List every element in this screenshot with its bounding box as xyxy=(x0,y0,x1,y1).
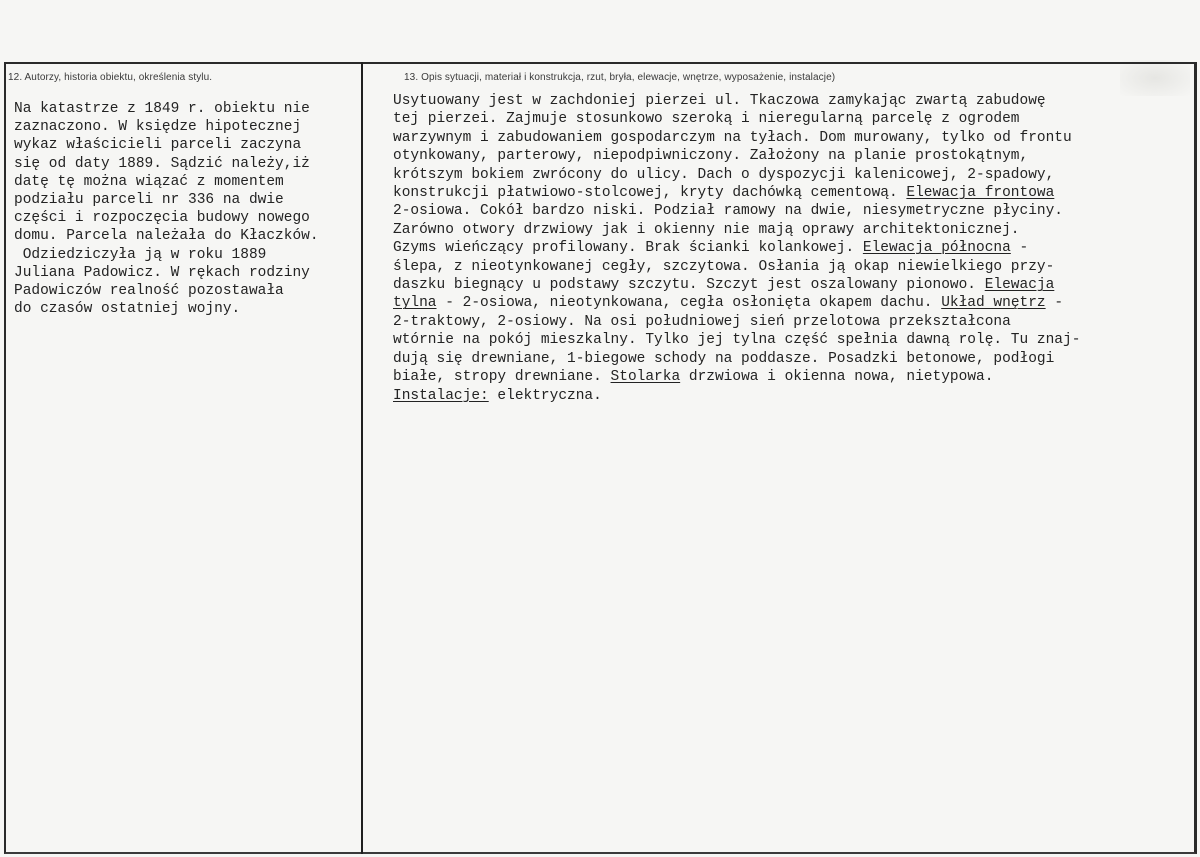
text-segment: Usytuowany jest w zachdoniej pierzei ul. Tkaczowa zamykając zwartą zabudowę xyxy=(393,93,1046,109)
text-segment: konstrukcji płatwiowo-stolcowej, kryty dachówką cementową. xyxy=(393,185,907,202)
text-segment: tej pierzei. Zajmuje stosunkowo szeroką i nieregularną parcelę z ogrodem xyxy=(393,111,1020,128)
description-line xyxy=(393,387,1080,405)
text-segment: Gzyms wieńczący profilowany. Brak ścianki kolankowej. xyxy=(393,240,863,257)
underlined-heading: Instalacje: xyxy=(393,387,489,404)
description-line xyxy=(393,129,1080,147)
history-line: podziału parceli nr 336 na dwie xyxy=(14,192,284,209)
description-line xyxy=(393,110,1080,128)
history-line: do czasów ostatniej wojny. xyxy=(14,301,241,318)
underlined-heading: Elewacja północna xyxy=(862,240,1011,257)
text-segment: warzywnym i zabudowaniem gospodarczym na tyłach. Dom murowany, tylko od frontu xyxy=(393,129,1072,146)
description-line xyxy=(393,276,1080,294)
underlined-heading: Stolarka xyxy=(610,369,681,386)
underlined-heading: Układ wnętrz xyxy=(941,295,1046,312)
history-line: się od daty 1889. Sądzić należy,iż xyxy=(14,155,310,172)
description-line xyxy=(393,350,1080,368)
text-segment: 2-osiowa. Cokół bardzo niski. Podział ramowy na dwie, niesymetryczne płyciny. xyxy=(393,203,1064,220)
history-line: Na katastrze z 1849 r. obiektu nie xyxy=(14,101,310,117)
underlined-heading: tylna xyxy=(393,295,437,312)
underlined-heading: Elewacja frontowa xyxy=(906,185,1055,202)
text-segment: białe, stropy drewniane. xyxy=(393,369,611,386)
description-line xyxy=(393,184,1080,202)
field-label-history: 12. Autorzy, historia obiektu, określenia stylu. xyxy=(8,72,213,83)
description-line xyxy=(393,239,1080,257)
description-line xyxy=(393,166,1080,184)
text-segment: elektryczna. xyxy=(488,387,602,404)
history-line: wykaz właścicieli parceli zaczyna xyxy=(14,137,302,154)
text-segment: Zarówno otwory drzwiowy jak i okienny nie mają oprawy architektonicznej. xyxy=(393,221,1020,238)
text-segment: - 2-osiowa, nieotynkowana, cegła osłonięta okapem dachu. xyxy=(436,295,942,312)
description-line xyxy=(393,331,1080,349)
text-segment: dują się drewniane, 1-biegowe schody na poddasze. Posadzki betonowe, podłogi xyxy=(393,350,1055,367)
history-text xyxy=(14,100,319,318)
underlined-heading: Elewacja xyxy=(984,277,1055,294)
history-line: części i rozpoczęcia budowy nowego xyxy=(14,210,310,227)
history-line: Odziedziczyła ją w roku 1889 xyxy=(14,246,267,263)
description-line xyxy=(393,92,1080,110)
history-line: domu. Parcela należała do Kłaczków. xyxy=(14,228,319,245)
text-segment: otynkowany, parterowy, niepodpiwniczony. Założony na planie prostokątnym, xyxy=(393,148,1029,165)
history-line: Padowiczów realność pozostawała xyxy=(14,283,284,300)
text-segment: 2-traktowy, 2-osiowy. Na osi południowej sień przelotowa przekształcona xyxy=(393,313,1011,330)
description-line xyxy=(393,147,1080,165)
description-line xyxy=(393,368,1080,386)
history-line: zaznaczono. W księdze hipotecznej xyxy=(14,119,302,136)
description-line xyxy=(393,294,1080,312)
text-segment: wtórnie na pokój mieszkalny. Tylko jej tylna część spełnia dawną rolę. Tu znaj- xyxy=(393,332,1081,349)
text-segment: drzwiowa i okienna nowa, nietypowa. xyxy=(680,369,994,386)
text-segment: daszku biegnący u podstawy szczytu. Szczyt jest oszalowany pionowo. xyxy=(393,277,985,294)
text-segment: - xyxy=(1045,295,1064,312)
description-line xyxy=(393,313,1080,331)
column-divider xyxy=(361,62,363,854)
description-line xyxy=(393,221,1080,239)
description-text xyxy=(393,92,1080,405)
text-segment: ślepa, z nieotynkowanej cegły, szczytowa. Osłania ją okap niewielkiego przy- xyxy=(393,258,1055,275)
field-label-description: 13. Opis sytuacji, materiał i konstrukcja, rzut, bryła, elewacje, wnętrze, wyposażenie, instalacje) xyxy=(404,72,836,83)
description-line xyxy=(393,258,1080,276)
history-line: Juliana Padowicz. W rękach rodziny xyxy=(14,264,310,281)
description-line xyxy=(393,202,1080,220)
text-segment: - xyxy=(1010,240,1029,257)
text-segment: krótszym bokiem zwrócony do ulicy. Dach o dyspozycji kalenicowej, 2-spadowy, xyxy=(393,166,1055,183)
history-line: datę tę można wiązać z momentem xyxy=(14,173,284,190)
